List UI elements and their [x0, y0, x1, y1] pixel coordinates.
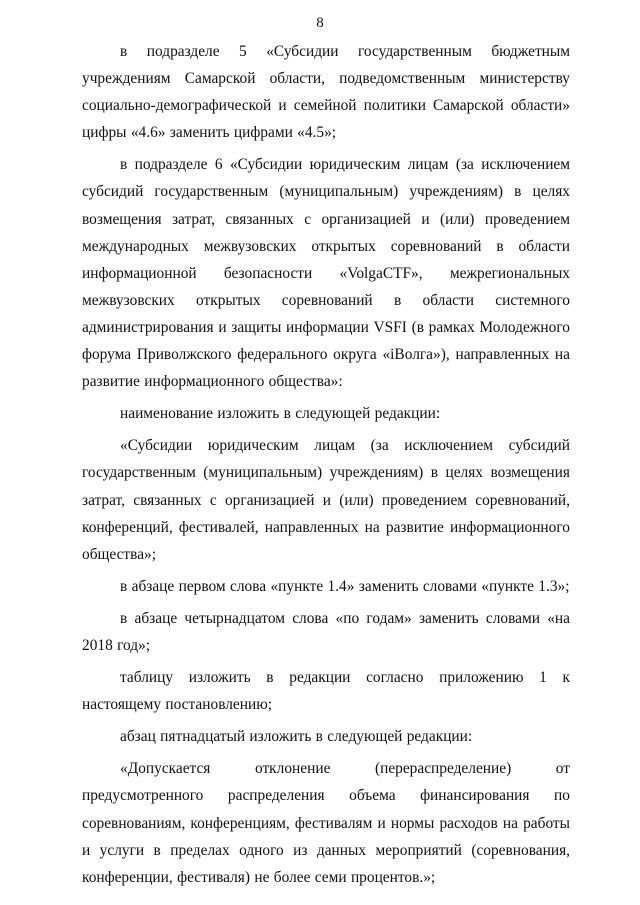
- paragraph-new-name: «Субсидии юридическим лицам (за исключением субсидий государственным (муниципальным) учреждениям) в целях возмещения затрат, связанных с организацией и (или) проведением соревнований, конференций, фестивалей, направленных на развитие информационного общества»;: [82, 437, 570, 563]
- paragraph-fourteenth-abzac: в абзаце четырнадцатом слова «по годам» заменить словами «на 2018 год»;: [82, 609, 570, 654]
- paragraph-fifteenth-abzac: абзац пятнадцатый изложить в следующей редакции:: [120, 728, 473, 746]
- paragraph-first-abzac: в абзаце первом слова «пункте 1.4» заменить словами «пункте 1.3»;: [120, 577, 570, 595]
- document-body: [82, 38, 570, 896]
- paragraph-table: таблицу изложить в редакции согласно приложению 1 к настоящему постановлению;: [82, 669, 570, 714]
- paragraph-subsection-5: в подразделе 5 «Субсидии государственным бюджетным учреждениям Самарской области, подведомственным министерству социально-демографической и семейной политики Самарской области» цифры «4.6» заменить цифрами «4.5»;: [82, 43, 570, 142]
- paragraph-name-change: наименование изложить в следующей редакции:: [120, 405, 441, 423]
- paragraph-subsection-6: в подразделе 6 «Субсидии юридическим лицам (за исключением субсидий государственным (муниципальным) учреждениям) в целях возмещения затрат, связанных с организацией и (или) проведением международных межвузовских открытых соревнований в области информационной безопасности «VolgaCTF», межрегиональных межвузовских открытых соревнований в области системного администрирования и защиты информации VSFI (в рамках Молодежного форума Приволжского федерального округа «iВолга»), направленных на развитие информационного общества»:: [82, 156, 570, 391]
- page-number: 8: [316, 15, 324, 31]
- paragraph-deviation: «Допускается отклонение (перераспределение) от предусмотренного распределения объема финансирования по соревнованиям, конференциям, фестивалям и нормы расходов на работы и услуги в пределах одного из данных мероприятий (соревнования, конференции, фестиваля) не более семи процентов.»;: [82, 760, 570, 886]
